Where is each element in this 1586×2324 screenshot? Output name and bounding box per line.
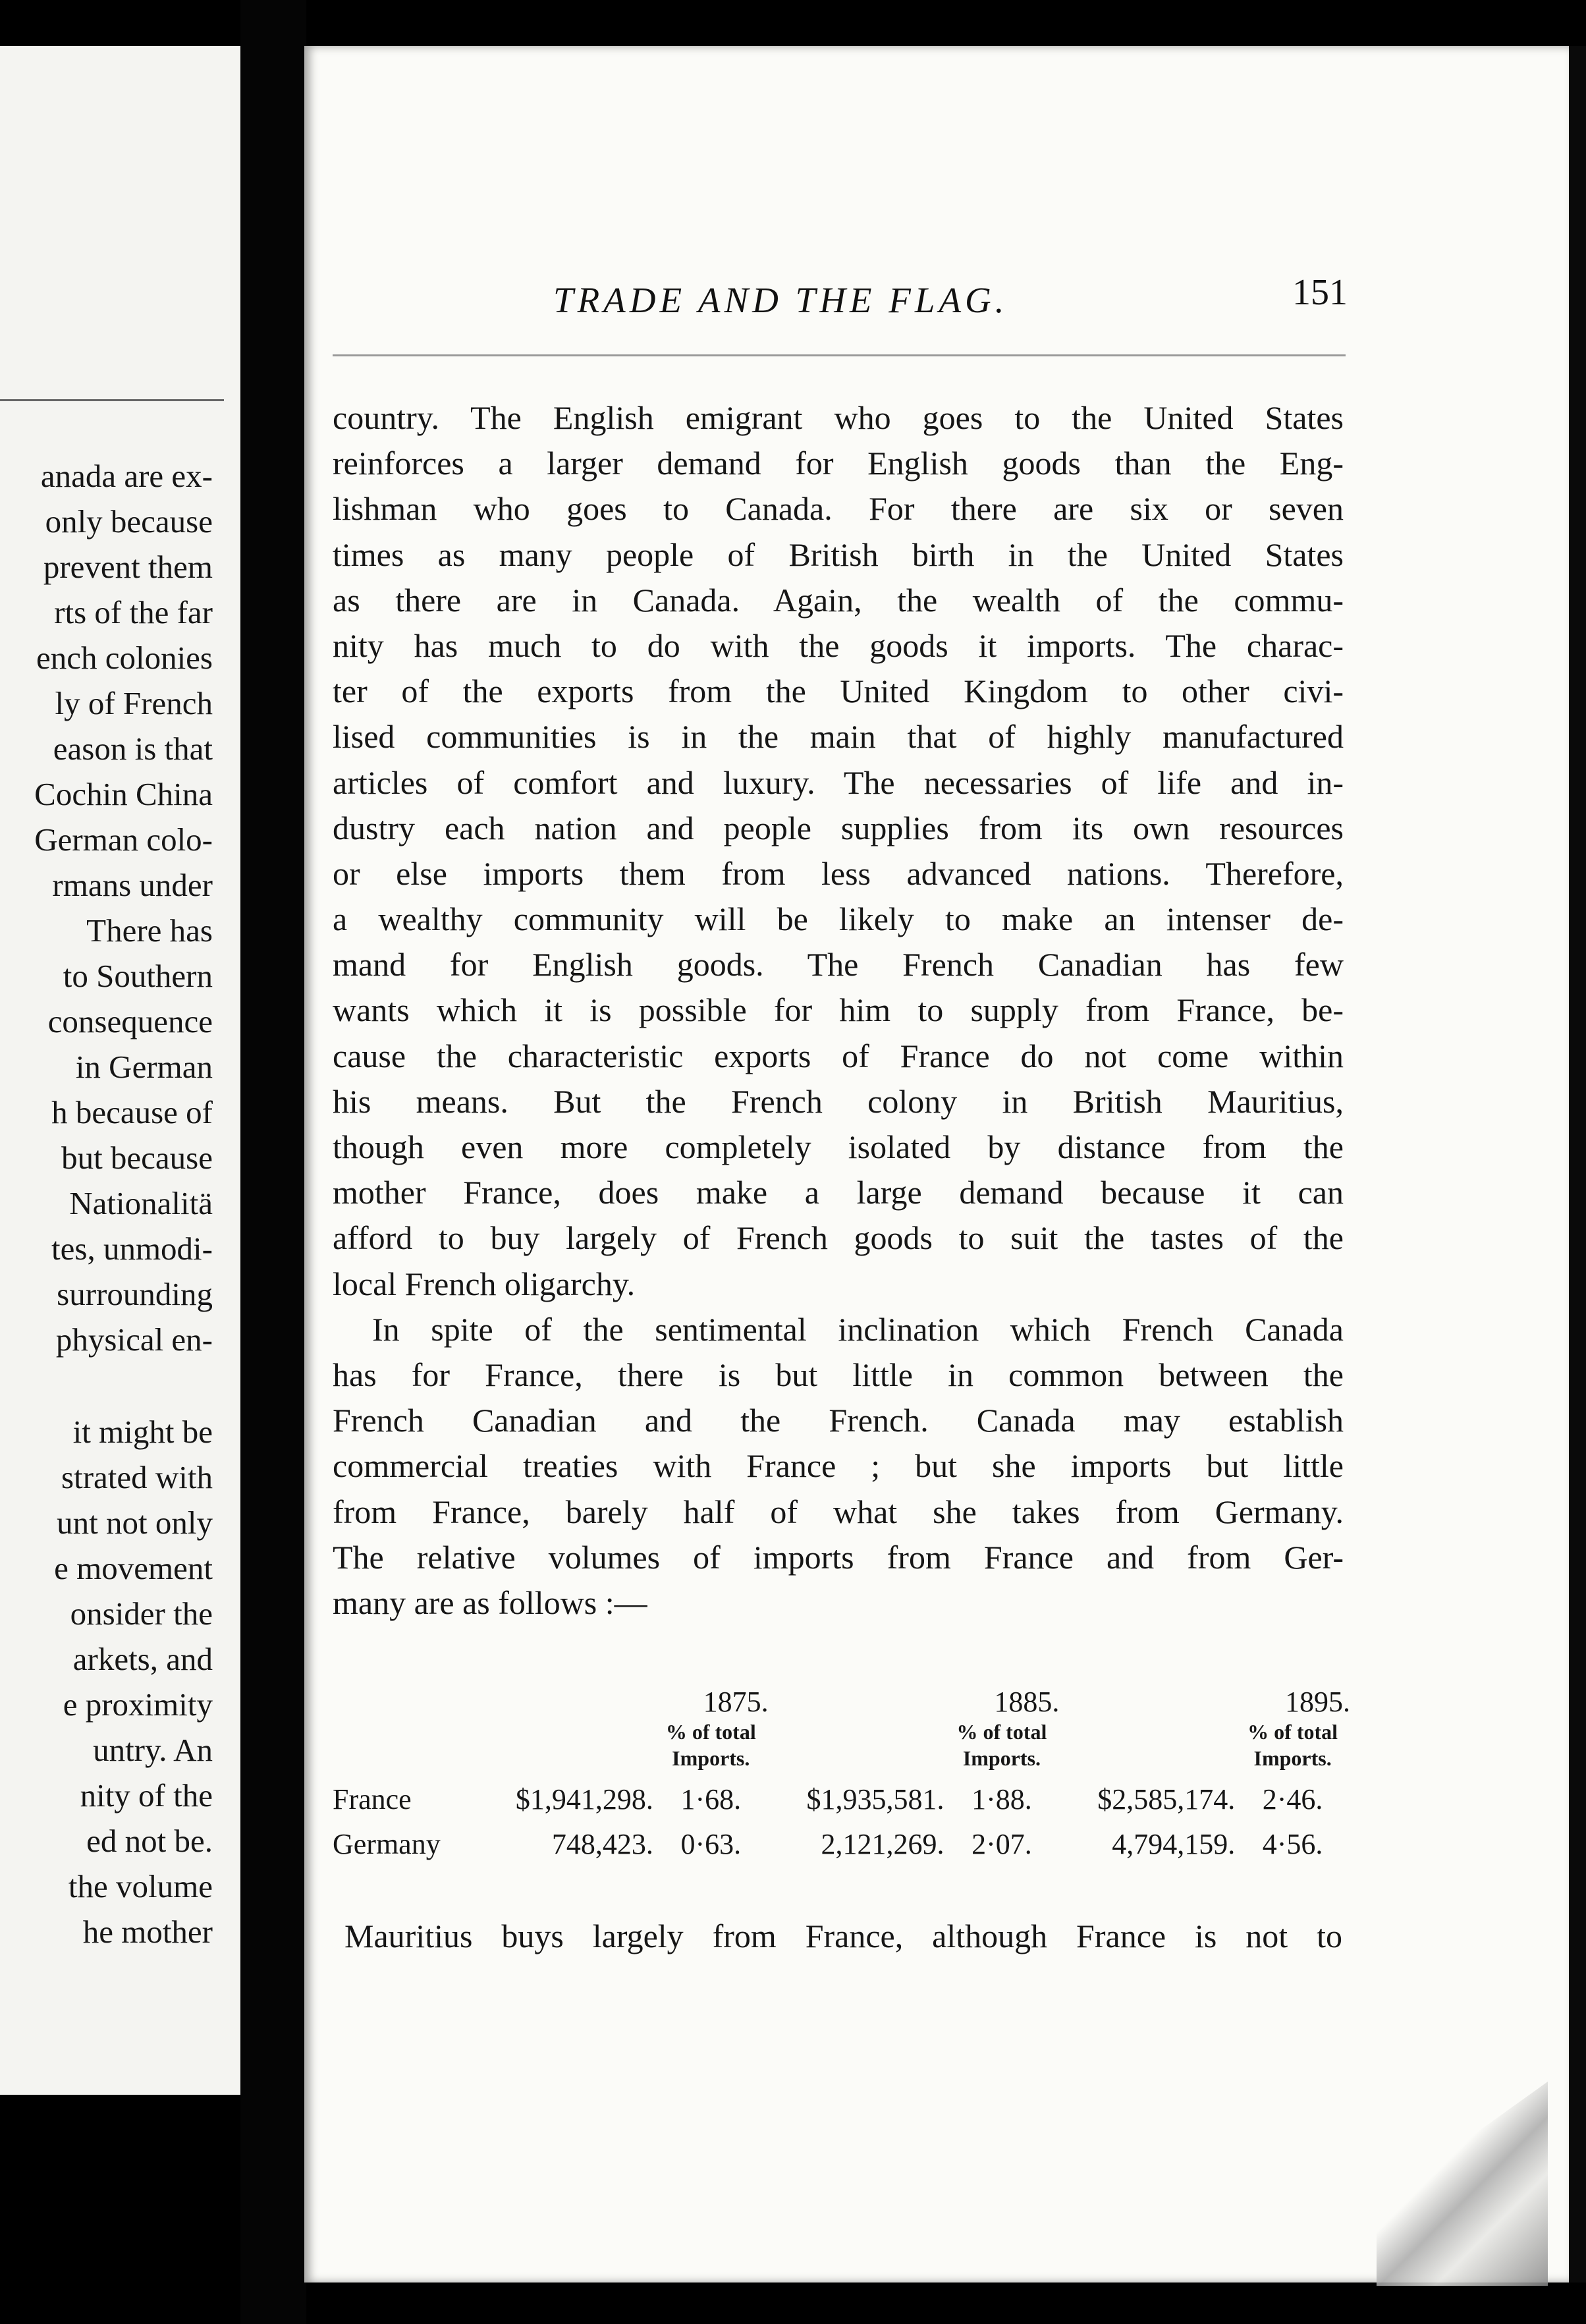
text-line: reinforces a larger demand for English goods than the Eng-	[333, 445, 1344, 482]
text-line: lised communities is in the main that of highly manufactured	[333, 718, 1344, 756]
page-edge	[1569, 46, 1586, 2282]
text-line: though even more completely isolated by distance from the	[333, 1128, 1344, 1165]
country-cell: France	[333, 1783, 412, 1815]
text-line: local French oligarchy.	[333, 1265, 636, 1302]
table-row	[333, 1771, 1350, 1816]
value-cell: 4,794,159.	[1112, 1828, 1236, 1860]
previous-page-line: e movement	[54, 1550, 213, 1586]
previous-page-line: nity of the	[80, 1777, 213, 1813]
previous-page-line: untry. An	[93, 1732, 213, 1768]
previous-page-line: rmans under	[52, 867, 213, 903]
previous-page-line: it might be	[72, 1414, 213, 1450]
previous-page-line: in German	[75, 1049, 213, 1085]
year-header: 1875.	[703, 1686, 769, 1718]
year-header: 1885.	[994, 1686, 1060, 1718]
previous-page-header-rule	[0, 399, 224, 401]
table-year-row	[333, 1676, 1350, 1719]
running-head: TRADE AND THE FLAG.	[553, 280, 1008, 320]
body-text	[333, 395, 1344, 1626]
previous-page-line: Cochin China	[34, 776, 213, 812]
previous-page-text	[0, 453, 213, 1954]
pct-cell: 2·46.	[1262, 1783, 1323, 1815]
text-line: from France, barely half of what she takes from Germany.	[333, 1493, 1344, 1530]
text-line: In spite of the sentimental inclination which French Canada	[372, 1310, 1344, 1348]
value-cell: $1,941,298.	[515, 1783, 653, 1815]
previous-page-line: arkets, and	[72, 1641, 213, 1677]
previous-page-line: German colo-	[34, 821, 213, 858]
previous-page-line: prevent them	[43, 549, 213, 585]
previous-page-line: ly of French	[55, 685, 213, 721]
pct-header: % of total Imports.	[1247, 1720, 1338, 1770]
previous-page-line: ed not be.	[86, 1823, 213, 1859]
text-line: afford to buy largely of French goods to suit the tastes of the	[333, 1219, 1344, 1257]
previous-page-line	[0, 1362, 213, 1409]
previous-page-line: surrounding	[57, 1276, 213, 1312]
previous-page-line: he mother	[82, 1914, 213, 1950]
text-line: ter of the exports from the United Kingdom to other civi-	[333, 673, 1344, 710]
text-line: nity has much to do with the goods it imports. The charac-	[333, 626, 1344, 664]
imports-table	[333, 1676, 1350, 1861]
country-cell: Germany	[333, 1828, 441, 1860]
previous-page-line: tes, unmodi-	[51, 1231, 213, 1267]
table-pct-header-row	[333, 1719, 1350, 1771]
pct-cell: 1·68.	[680, 1783, 742, 1815]
pct-cell: 2·07.	[971, 1828, 1032, 1860]
previous-page-line: e proximity	[63, 1686, 213, 1723]
previous-page-line: onsider the	[70, 1595, 213, 1632]
previous-page	[0, 46, 240, 2095]
text-line: wants which it is possible for him to supply from France, be-	[333, 991, 1344, 1029]
value-cell: $2,585,174.	[1097, 1783, 1236, 1815]
previous-page-line: Nationalitä	[69, 1185, 213, 1221]
table-row	[333, 1816, 1350, 1861]
pct-cell: 0·63.	[680, 1828, 742, 1860]
previous-page-line: physical en-	[55, 1321, 213, 1358]
pct-header: % of total Imports.	[956, 1720, 1047, 1770]
text-line: as there are in Canada. Again, the wealth of the commu-	[333, 581, 1344, 619]
text-line: commercial treaties with France ; but she imports but little	[333, 1447, 1344, 1485]
year-header: 1895.	[1285, 1686, 1350, 1718]
previous-page-line: h because of	[51, 1094, 213, 1130]
previous-page-line: anada are ex-	[40, 458, 213, 494]
text-line: dustry each nation and people supplies from its own resources	[333, 809, 1344, 846]
previous-page-line: consequence	[47, 1003, 213, 1039]
previous-page-line: rts of the far	[54, 594, 213, 630]
previous-page-line: only because	[45, 503, 213, 540]
text-line: many are as follows :—	[333, 1584, 647, 1621]
body-text-continuation: Mauritius buys largely from France, although France is not to	[344, 1918, 1342, 1954]
text-line: The relative volumes of imports from France and from Ger-	[333, 1538, 1344, 1576]
previous-page-line: unt not only	[57, 1505, 213, 1541]
page-number: 151	[1292, 272, 1348, 313]
text-line: lishman who goes to Canada. For there are six or seven	[333, 490, 1344, 528]
text-line: or else imports them from less advanced nations. Therefore,	[333, 854, 1344, 892]
text-line: articles of comfort and luxury. The necessaries of life and in-	[333, 763, 1344, 801]
text-line: country. The English emigrant who goes to the United States	[333, 399, 1344, 436]
book-gutter	[240, 0, 306, 2324]
previous-page-line: eason is that	[53, 731, 213, 767]
header-rule	[333, 354, 1346, 356]
text-line: mand for English goods. The French Canadian has few	[333, 946, 1344, 983]
text-line: cause the characteristic exports of France do not come within	[333, 1037, 1344, 1074]
text-line: his means. But the French colony in British Mauritius,	[333, 1082, 1344, 1120]
text-line: has for France, there is but little in common between the	[333, 1356, 1344, 1393]
previous-page-line: ench colonies	[36, 640, 213, 676]
pct-cell: 1·88.	[971, 1783, 1032, 1815]
previous-page-line: the volume	[68, 1868, 213, 1904]
value-cell: 2,121,269.	[821, 1828, 944, 1860]
pct-header: % of total Imports.	[665, 1720, 756, 1770]
previous-page-line: to Southern	[63, 958, 213, 994]
value-cell: 748,423.	[551, 1828, 653, 1860]
previous-page-line: but because	[61, 1140, 213, 1176]
previous-page-line: strated with	[61, 1459, 213, 1495]
previous-page-line: There has	[86, 912, 213, 949]
text-line: French Canadian and the French. Canada may establish	[333, 1402, 1344, 1439]
text-line: a wealthy community will be likely to make an intenser de-	[333, 900, 1344, 938]
pct-cell: 4·56.	[1262, 1828, 1323, 1860]
value-cell: $1,935,581.	[806, 1783, 944, 1815]
text-line: times as many people of British birth in the United States	[333, 536, 1344, 573]
text-line: mother France, does make a large demand because it can	[333, 1174, 1344, 1211]
